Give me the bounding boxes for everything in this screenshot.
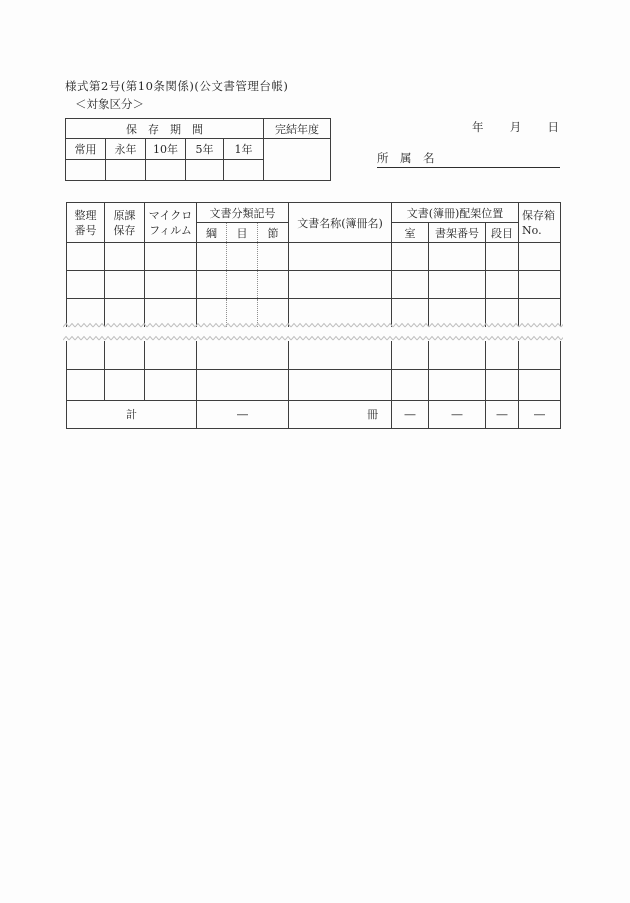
- retention-period-header: 保 存 期 間: [66, 119, 264, 139]
- total-classification: ―: [197, 400, 289, 428]
- total-box: ―: [519, 400, 561, 428]
- day-label: 日: [547, 120, 559, 134]
- total-doc-count-unit: 冊: [289, 400, 392, 428]
- register-table-upper: [66, 202, 561, 327]
- completion-year-header: 完結年度: [264, 119, 331, 139]
- register-row: [67, 341, 561, 369]
- empty-cell: [258, 243, 289, 271]
- period-mark-cell: [66, 160, 106, 181]
- torn-edge-top: [63, 322, 563, 329]
- header-tier: 段目: [486, 223, 519, 243]
- affiliation-label: 所 属 名: [377, 151, 435, 165]
- empty-cell: [519, 341, 561, 369]
- empty-cell: [392, 271, 429, 299]
- affiliation-line: [377, 150, 560, 168]
- empty-cell: [145, 341, 197, 369]
- category-section-label: ＜対象区分＞: [75, 97, 144, 111]
- empty-cell: [197, 341, 289, 369]
- register-row: [67, 271, 561, 299]
- empty-cell: [105, 271, 145, 299]
- register-row: [67, 369, 561, 400]
- empty-cell: [486, 341, 519, 369]
- header-room: 室: [392, 223, 429, 243]
- empty-cell: [392, 341, 429, 369]
- header-storage-box: 保存箱 No.: [519, 203, 561, 243]
- retention-period-table: [65, 118, 331, 181]
- header-class-setsu: 節: [258, 223, 289, 243]
- date-line: [472, 119, 559, 135]
- empty-cell: [392, 243, 429, 271]
- empty-cell: [429, 271, 486, 299]
- empty-cell: [429, 243, 486, 271]
- period-mark-cell: [106, 160, 146, 181]
- empty-cell: [67, 341, 105, 369]
- period-option-joyo: 常用: [66, 139, 106, 160]
- empty-cell: [519, 243, 561, 271]
- header-classification: 文書分類記号: [197, 203, 289, 223]
- empty-cell: [486, 369, 519, 400]
- month-label: 月: [509, 120, 522, 134]
- empty-cell: [429, 341, 486, 369]
- empty-cell: [145, 369, 197, 400]
- period-mark-cell: [186, 160, 224, 181]
- empty-cell: [289, 341, 392, 369]
- header-class-kou: 綱: [197, 223, 227, 243]
- empty-cell: [145, 243, 197, 271]
- total-row: [67, 400, 561, 428]
- total-label: 計: [67, 400, 197, 428]
- empty-cell: [486, 243, 519, 271]
- empty-cell: [197, 271, 227, 299]
- form-title: 様式第2号(第10条関係)(公文書管理台帳): [65, 79, 289, 93]
- empty-cell: [227, 271, 258, 299]
- empty-cell: [67, 369, 105, 400]
- empty-cell: [227, 243, 258, 271]
- header-shelf-no: 書架番号: [429, 223, 486, 243]
- empty-cell: [289, 369, 392, 400]
- register-row: [67, 243, 561, 271]
- total-room: ―: [392, 400, 429, 428]
- header-shelf-position: 文書(簿冊)配架位置: [392, 203, 519, 223]
- empty-cell: [105, 243, 145, 271]
- header-origin-keep: 原課 保存: [105, 203, 145, 243]
- register-table-lower: [66, 341, 561, 429]
- completion-year-cell: [264, 139, 331, 181]
- empty-cell: [258, 271, 289, 299]
- empty-cell: [519, 271, 561, 299]
- empty-cell: [429, 369, 486, 400]
- empty-cell: [519, 369, 561, 400]
- header-serial-no: 整理 番号: [67, 203, 105, 243]
- header-doc-name: 文書名称(簿冊名): [289, 203, 392, 243]
- total-shelf-no: ―: [429, 400, 486, 428]
- empty-cell: [392, 369, 429, 400]
- period-mark-cell: [146, 160, 186, 181]
- empty-cell: [145, 271, 197, 299]
- empty-cell: [105, 341, 145, 369]
- period-option-einen: 永年: [106, 139, 146, 160]
- period-option-5y: 5年: [186, 139, 224, 160]
- empty-cell: [486, 271, 519, 299]
- empty-cell: [197, 243, 227, 271]
- period-mark-cell: [224, 160, 264, 181]
- period-option-10y: 10年: [146, 139, 186, 160]
- total-tier: ―: [486, 400, 519, 428]
- header-class-moku: 目: [227, 223, 258, 243]
- period-option-1y: 1年: [224, 139, 264, 160]
- empty-cell: [289, 271, 392, 299]
- year-label: 年: [472, 120, 484, 134]
- empty-cell: [289, 243, 392, 271]
- empty-cell: [67, 243, 105, 271]
- empty-cell: [67, 271, 105, 299]
- empty-cell: [105, 369, 145, 400]
- header-microfilm: マイクロ フィルム: [145, 203, 197, 243]
- empty-cell: [197, 369, 289, 400]
